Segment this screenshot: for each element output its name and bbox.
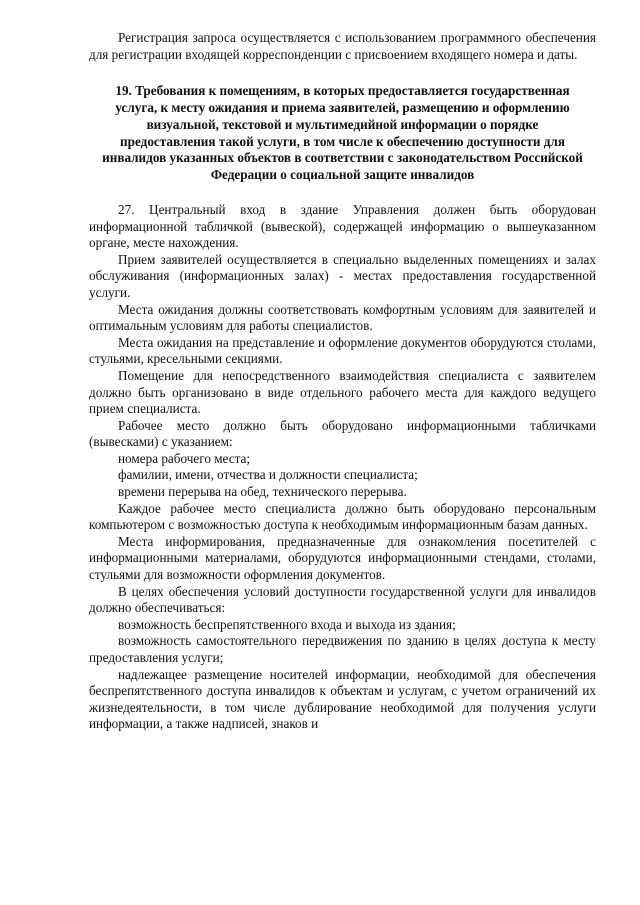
paragraph-waiting-furniture: Места ожидания на представление и оформление документов оборудуются столами, стульями, кресельными секциями.	[89, 334, 596, 367]
paragraph-computer: Каждое рабочее место специалиста должно быть оборудовано персональным компьютером с возможностью доступа к необходимым информационным базам данных.	[89, 500, 596, 533]
paragraph-entrance: 27. Центральный вход в здание Управления должен быть оборудован информационной табличкой (вывеской), содержащей информацию о вышеуказанном органе, месте нахождения.	[89, 201, 596, 251]
paragraph-waiting-comfort: Места ожидания должны соответствовать комфортным условиям для заявителей и оптимальным условиям для работы специалистов.	[89, 301, 596, 334]
list-item-info-carriers: надлежащее размещение носителей информации, необходимой для обеспечения беспрепятственного доступа инвалидов к объектам и услугам, с учетом ограничений их жизнедеятельности, в том числе дублирование необходимой для получения услуги информации, а также надписей, знаков и	[89, 666, 596, 732]
paragraph-info-places: Места информирования, предназначенные для ознакомления посетителей с информационными материалами, оборудуются информационными стендами, столами, стульями для возможности оформления документов.	[89, 533, 596, 583]
paragraph-workplace-signs: Рабочее место должно быть оборудовано информационными табличками (вывесками) с указанием:	[89, 417, 596, 450]
list-item-specialist-name: фамилии, имени, отчества и должности специалиста;	[118, 467, 418, 483]
document-page	[89, 30, 596, 733]
paragraph-reception: Прием заявителей осуществляется в специально выделенных помещениях и залах обслуживания (информационных залах) - местах предоставления государственной услуги.	[89, 251, 596, 300]
paragraph-accessibility: В целях обеспечения условий доступности государственной услуги для инвалидов должно обеспечиваться:	[89, 583, 596, 616]
intro-paragraph: Регистрация запроса осуществляется с использованием программного обеспечения для регистрации входящей корреспонденции с присвоением входящего номера и даты.	[89, 30, 596, 62]
paragraph-workplace-room: Помещение для непосредственного взаимодействия специалиста с заявителем должно быть организовано в виде отдельного рабочего места для каждого ведущего прием специалиста.	[89, 367, 596, 417]
list-item-entrance-access: возможность беспрепятственного входа и выхода из здания;	[118, 616, 456, 632]
section-heading: 19. Требования к помещениям, в которых предоставляется государственная услуга, к месту ожидания и приема заявителей, размещению и оформлению визуальной, текстовой и мультимедийной информации о порядке предоставления такой услуги, в том числе к обеспечению доступности для инвалидов указанных объектов в соответствии с законодательством Российской Федерации о социальной защите инвалидов	[102, 83, 583, 183]
list-item-break-time: времени перерыва на обед, технического перерыва.	[118, 484, 407, 500]
list-item-movement: возможность самостоятельного передвижения по зданию в целях доступа к месту предоставления услуги;	[89, 633, 596, 665]
list-item-workplace-number: номера рабочего места;	[118, 450, 251, 466]
